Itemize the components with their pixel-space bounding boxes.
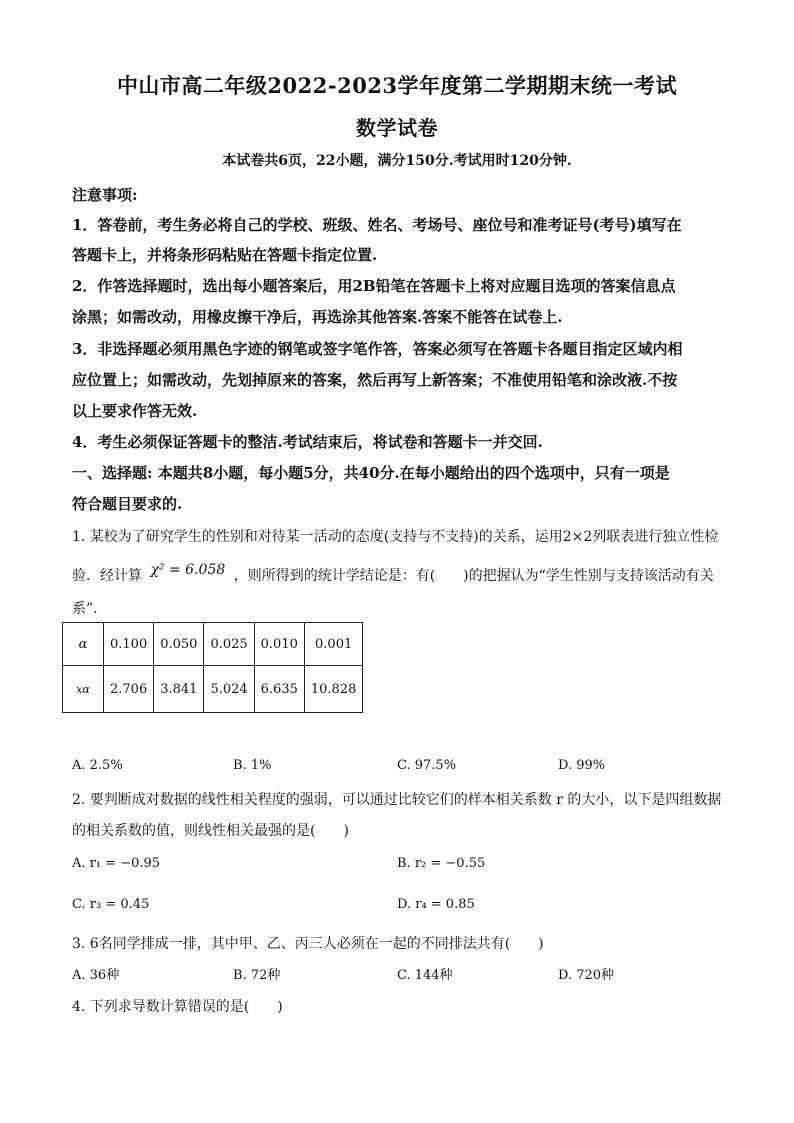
notes-line: 答题卡上，并将条形码粘贴在答题卡指定位置. bbox=[72, 246, 378, 264]
exam-title: 中山市高二年级2022-2023学年度第二学期期末统一考试 bbox=[116, 73, 678, 98]
q1-stem-post: ，则所得到的统计学结论是：有( )的把握认为“学生性别与支持该活动有关 bbox=[233, 568, 714, 584]
table-cell: 5.024 bbox=[204, 666, 254, 713]
critical-value-table bbox=[62, 622, 363, 713]
q2-option-b: B. r₂ = −0.55 bbox=[397, 856, 486, 871]
table-cell: 6.635 bbox=[254, 666, 304, 713]
table-cell: 0.010 bbox=[254, 623, 304, 666]
q3-option-b: B. 72种 bbox=[233, 968, 281, 983]
notes-line: 2．作答选择题时，选出每小题答案后，用2B铅笔在答题卡上将对应题目选项的答案信息点 bbox=[72, 277, 676, 295]
q2-stem-line1: 2. 要判断成对数据的线性相关程度的强弱，可以通过比较它们的样本相关系数 r 的大小，以下是四组数据 bbox=[72, 792, 722, 808]
table-cell: 3.841 bbox=[154, 666, 204, 713]
q3-option-a: A. 36种 bbox=[72, 968, 120, 983]
q1-option-b: B. 1% bbox=[233, 758, 272, 773]
q4-stem: 4. 下列求导数计算错误的是( ) bbox=[72, 999, 283, 1015]
table-row bbox=[63, 623, 363, 666]
q1-stem-line2 bbox=[72, 562, 727, 585]
table-cell: 10.828 bbox=[304, 666, 363, 713]
notes-line: 应位置上；如需改动，先划掉原来的答案，然后再写上新答案；不准使用铅笔和涂改液.不按 bbox=[72, 371, 678, 389]
q1-option-a: A. 2.5% bbox=[72, 758, 123, 773]
q2-option-a: A. r₁ = −0.95 bbox=[72, 856, 161, 871]
q1-stem-line1: 1. 某校为了研究学生的性别和对待某一活动的态度(支持与不支持)的关系，运用2×2列联表进行独立性检 bbox=[72, 529, 719, 545]
table-row-header: α bbox=[63, 623, 104, 666]
table-row-header: xα bbox=[63, 666, 104, 713]
notes-line: 1．答卷前，考生务必将自己的学校、班级、姓名、考场号、座位号和准考证号(考号)填写在 bbox=[72, 216, 682, 234]
notes-line: 4．考生必须保证答题卡的整洁.考试结束后，将试卷和答题卡一并交回. bbox=[72, 433, 543, 451]
notes-line: 以上要求作答无效. bbox=[72, 402, 198, 420]
notes-line: 3．非选择题必须用黑色字迹的钢笔或签字笔作答，答案必须写在答题卡各题目指定区域内相 bbox=[72, 340, 683, 358]
q3-option-c: C. 144种 bbox=[397, 968, 453, 983]
q2-option-d: D. r₄ = 0.85 bbox=[397, 897, 475, 912]
notes-line: 涂黑；如需改动，用橡皮擦干净后，再选涂其他答案.答案不能答在试卷上. bbox=[72, 308, 563, 326]
q1-option-d: D. 99% bbox=[558, 758, 606, 773]
exam-subtitle: 本试卷共6页，22小题，满分150分.考试用时120分钟. bbox=[222, 153, 572, 169]
q1-stem-pre: 验．经计算 bbox=[72, 568, 142, 584]
section-heading-cont: 符合题目要求的. bbox=[72, 495, 183, 513]
q1-formula: χ² = 6.058 bbox=[150, 562, 226, 578]
notes-heading: 注意事项: bbox=[72, 186, 138, 204]
exam-subject: 数学试卷 bbox=[356, 116, 438, 140]
table-cell: 2.706 bbox=[104, 666, 154, 713]
q2-stem-line2: 的相关系数的值，则线性相关最强的是( ) bbox=[72, 823, 349, 839]
q3-stem: 3. 6名同学排成一排，其中甲、乙、丙三人必须在一起的不同排法共有( ) bbox=[72, 936, 544, 952]
section-heading: 一、选择题: 本题共8小题，每小题5分，共40分.在每小题给出的四个选项中，只有一项是 bbox=[72, 464, 670, 482]
q3-option-d: D. 720种 bbox=[558, 968, 615, 983]
table-cell: 0.001 bbox=[304, 623, 363, 666]
q1-option-c: C. 97.5% bbox=[397, 758, 457, 773]
q1-stem-line3: 系”. bbox=[72, 601, 98, 617]
q2-option-c: C. r₃ = 0.45 bbox=[72, 897, 150, 912]
table-cell: 0.050 bbox=[154, 623, 204, 666]
table-row bbox=[63, 666, 363, 713]
table-cell: 0.100 bbox=[104, 623, 154, 666]
table-cell: 0.025 bbox=[204, 623, 254, 666]
